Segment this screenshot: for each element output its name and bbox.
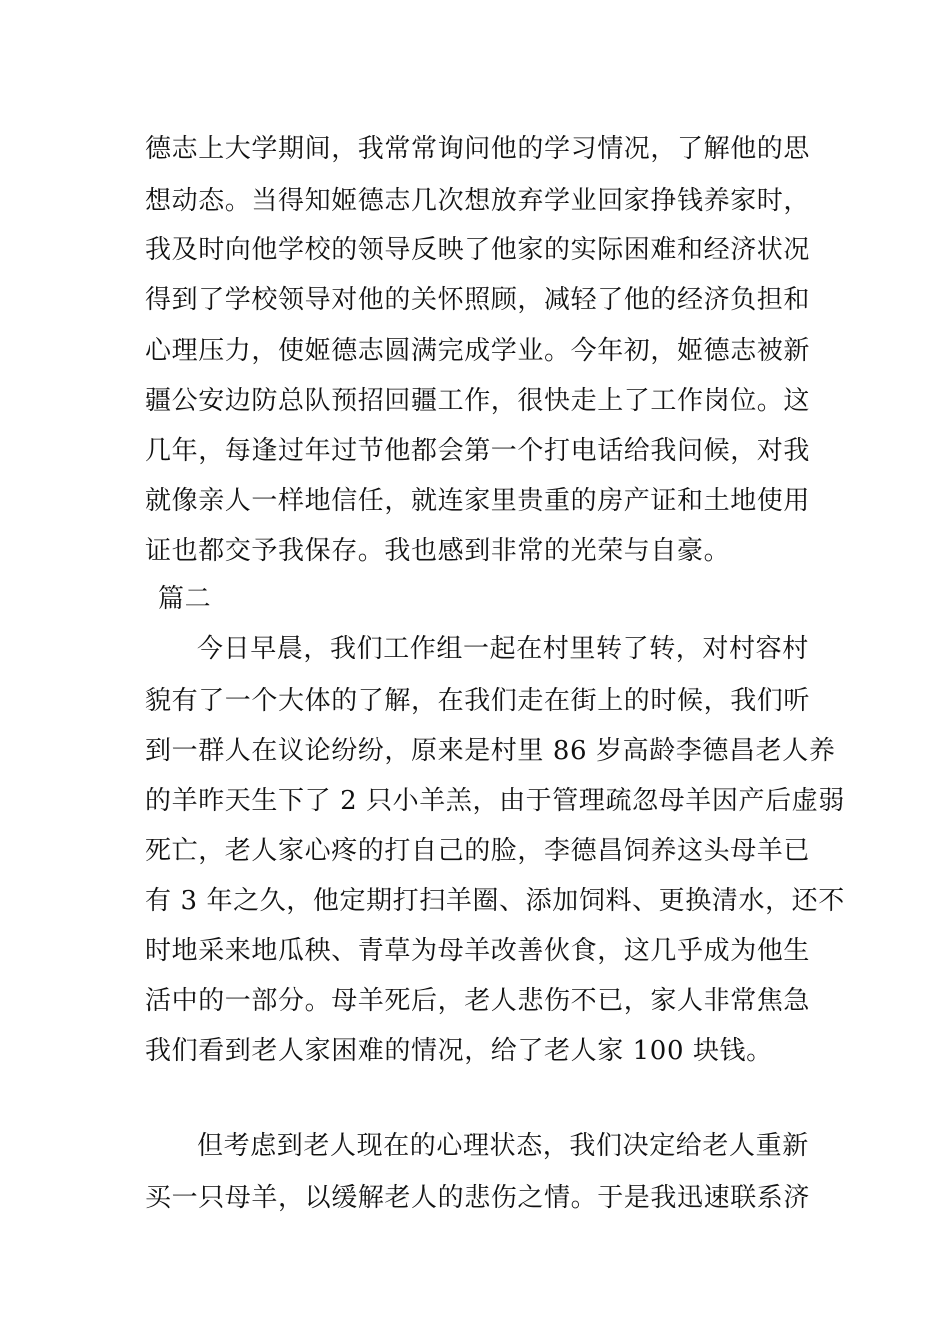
paragraph1-line: 证也都交予我保存。我也感到非常的光荣与自豪。 xyxy=(145,536,731,566)
paragraph2-line: 活中的一部分。母羊死后，老人悲伤不已，家人非常焦急 xyxy=(145,986,811,1016)
paragraph2-line: 到一群人在议论纷纷，原来是村里 86 岁高龄李德昌老人养 xyxy=(145,736,836,766)
paragraph1-line: 就像亲人一样地信任，就连家里贵重的房产证和土地使用 xyxy=(145,486,811,516)
paragraph2-line: 时地采来地瓜秧、青草为母羊改善伙食，这几乎成为他生 xyxy=(145,936,811,966)
paragraph3-line: 但考虑到老人现在的心理状态，我们决定给老人重新 xyxy=(197,1131,809,1161)
paragraph1-line: 疆公安边防总队预招回疆工作，很快走上了工作岗位。这 xyxy=(145,386,811,416)
paragraph1-line: 得到了学校领导对他的关怀照顾，减轻了他的经济负担和 xyxy=(145,285,811,315)
paragraph2-line: 我们看到老人家困难的情况，给了老人家 100 块钱。 xyxy=(145,1036,773,1066)
paragraph2-line: 有 3 年之久，他定期打扫羊圈、添加饲料、更换清水，还不 xyxy=(145,886,845,916)
paragraph1-line: 几年，每逢过年过节他都会第一个打电话给我问候，对我 xyxy=(145,436,811,466)
paragraph1-line: 心理压力，使姬德志圆满完成学业。今年初，姬德志被新 xyxy=(145,336,811,366)
paragraph2-line: 的羊昨天生下了 2 只小羊羔，由于管理疏忽母羊因产后虚弱 xyxy=(145,786,845,816)
paragraph1-line: 我及时向他学校的领导反映了他家的实际困难和经济状况 xyxy=(145,235,811,265)
paragraph2-line: 死亡，老人家心疼的打自己的脸，李德昌饲养这头母羊已 xyxy=(145,836,811,866)
paragraph3-line: 买一只母羊，以缓解老人的悲伤之情。于是我迅速联系济 xyxy=(145,1183,811,1213)
paragraph2-line: 貌有了一个大体的了解，在我们走在街上的时候，我们听 xyxy=(145,686,811,716)
paragraph1-line: 想动态。当得知姬德志几次想放弃学业回家挣钱养家时， xyxy=(145,186,811,216)
section-heading: 篇二 xyxy=(158,584,212,614)
paragraph1-line: 德志上大学期间，我常常询问他的学习情况，了解他的思 xyxy=(145,134,811,164)
paragraph2-line: 今日早晨，我们工作组一起在村里转了转，对村容村 xyxy=(197,634,809,664)
